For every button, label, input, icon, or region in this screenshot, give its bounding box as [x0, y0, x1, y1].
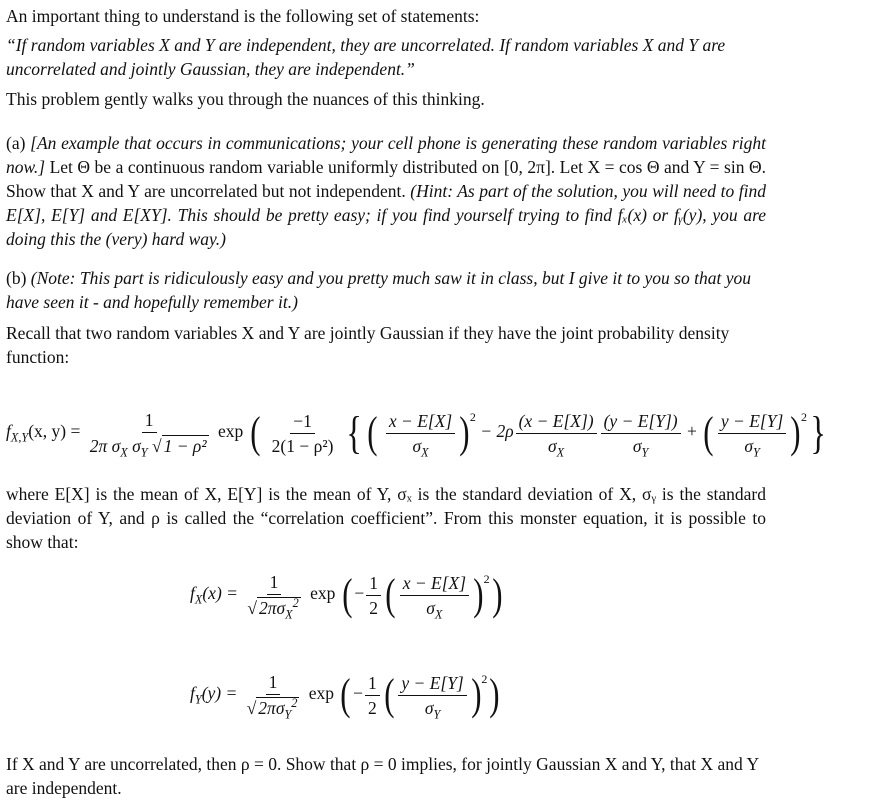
part-b-label: (b) [6, 268, 27, 288]
part-a-label: (a) [6, 133, 26, 153]
part-a-bracket-note: [An example that occurs in communications; your cell phone is generating these random variables right now.] [6, 133, 767, 177]
part-a-body: Let Θ be a continuous random variable uniformly distributed on [0, 2π]. Let X = cos Θ and Y = sin Θ. Show that X and Y are uncorrelated but not independent. [6, 157, 766, 201]
intro-statement: An important thing to understand is the following set of statements: [6, 6, 480, 26]
marginal-y-equation: $f_Y(y)$ = $\frac{1}{√ 2\pi\sigma_Y^2}$ exp ( − $\frac{1}{2}$ ( $\frac{y - E[Y]}{\sigma_Y}$ )$^2$) [190, 670, 500, 722]
conclusion-paragraph: If X and Y are uncorrelated, then ρ = 0. Show that ρ = 0 implies, for jointly Gaussian X and Y, that X and Y are independent. [6, 754, 759, 798]
part-b-note: (Note: This part is ridiculously easy and you pretty much saw it in class, but I give it to you so that you have seen it - and hopefully remember it.) [6, 268, 751, 312]
marginal-x-equation: $f_X(x)$ = $\frac{1}{√ 2\pi\sigma_X^2}$ exp ( − $\frac{1}{2}$ ( $\frac{x - E[X]}{\sigma_X}$ )$^2$) [190, 570, 503, 622]
definitions-paragraph: where E[X] is the mean of X, E[Y] is the mean of Y, σₓ is the standard deviation of X, σᵧ is the standard deviation of Y, and ρ is called the “correlation coefficient”. From this monster equation, it is possible to show that: [6, 484, 766, 552]
part-b-recall: Recall that two random variables X and Y are jointly Gaussian if they have the joint probability density function: [6, 323, 730, 367]
joint-pdf-lhs: $f_{X,Y}$ [6, 421, 29, 445]
intro-walkthrough: This problem gently walks you through the nuances of this thinking. [6, 89, 485, 109]
joint-pdf-equation: $f_{X,Y}(x$, y) = $\frac{1}{2\pi \sigma_X \sigma_Y √ 1 - \rho^2}$ exp ( $\frac{-1}{\text{2(1 − ρ²)}}$ { ( $\frac{x - E[X]}{\sigma_X}$ )$^2$ − 2ρ $\frac{(x - E[X])}{\sigma_X}$ $\frac{(y - E[Y])}{\sigma_Y}$ + ( $\frac{y - E[Y]}{\sigma_Y}$ )$^2$} [6, 407, 826, 460]
part-b-intro [6, 266, 766, 314]
joint-pdf-inner-factor: $\frac{-1}{\text{2(1 − ρ²)}}$ [271, 410, 334, 456]
joint-pdf-coefficient: $\frac{1}{2\pi \sigma_X \sigma_Y √ 1 - \rho^2}$ [89, 410, 207, 460]
part-a [6, 131, 766, 251]
intro-quote: “If random variables X and Y are independent, they are uncorrelated. If random variables X and Y are uncorrelated and jointly Gaussian, they are independent.” [6, 35, 726, 79]
part-a-hint: (Hint: As part of the solution, you will need to find E[X], E[Y] and E[XY]. This should be pretty easy; if you find yourself trying to find fₓ(x) or fᵧ(y), you are doing this the (very) hard way.) [6, 181, 766, 249]
